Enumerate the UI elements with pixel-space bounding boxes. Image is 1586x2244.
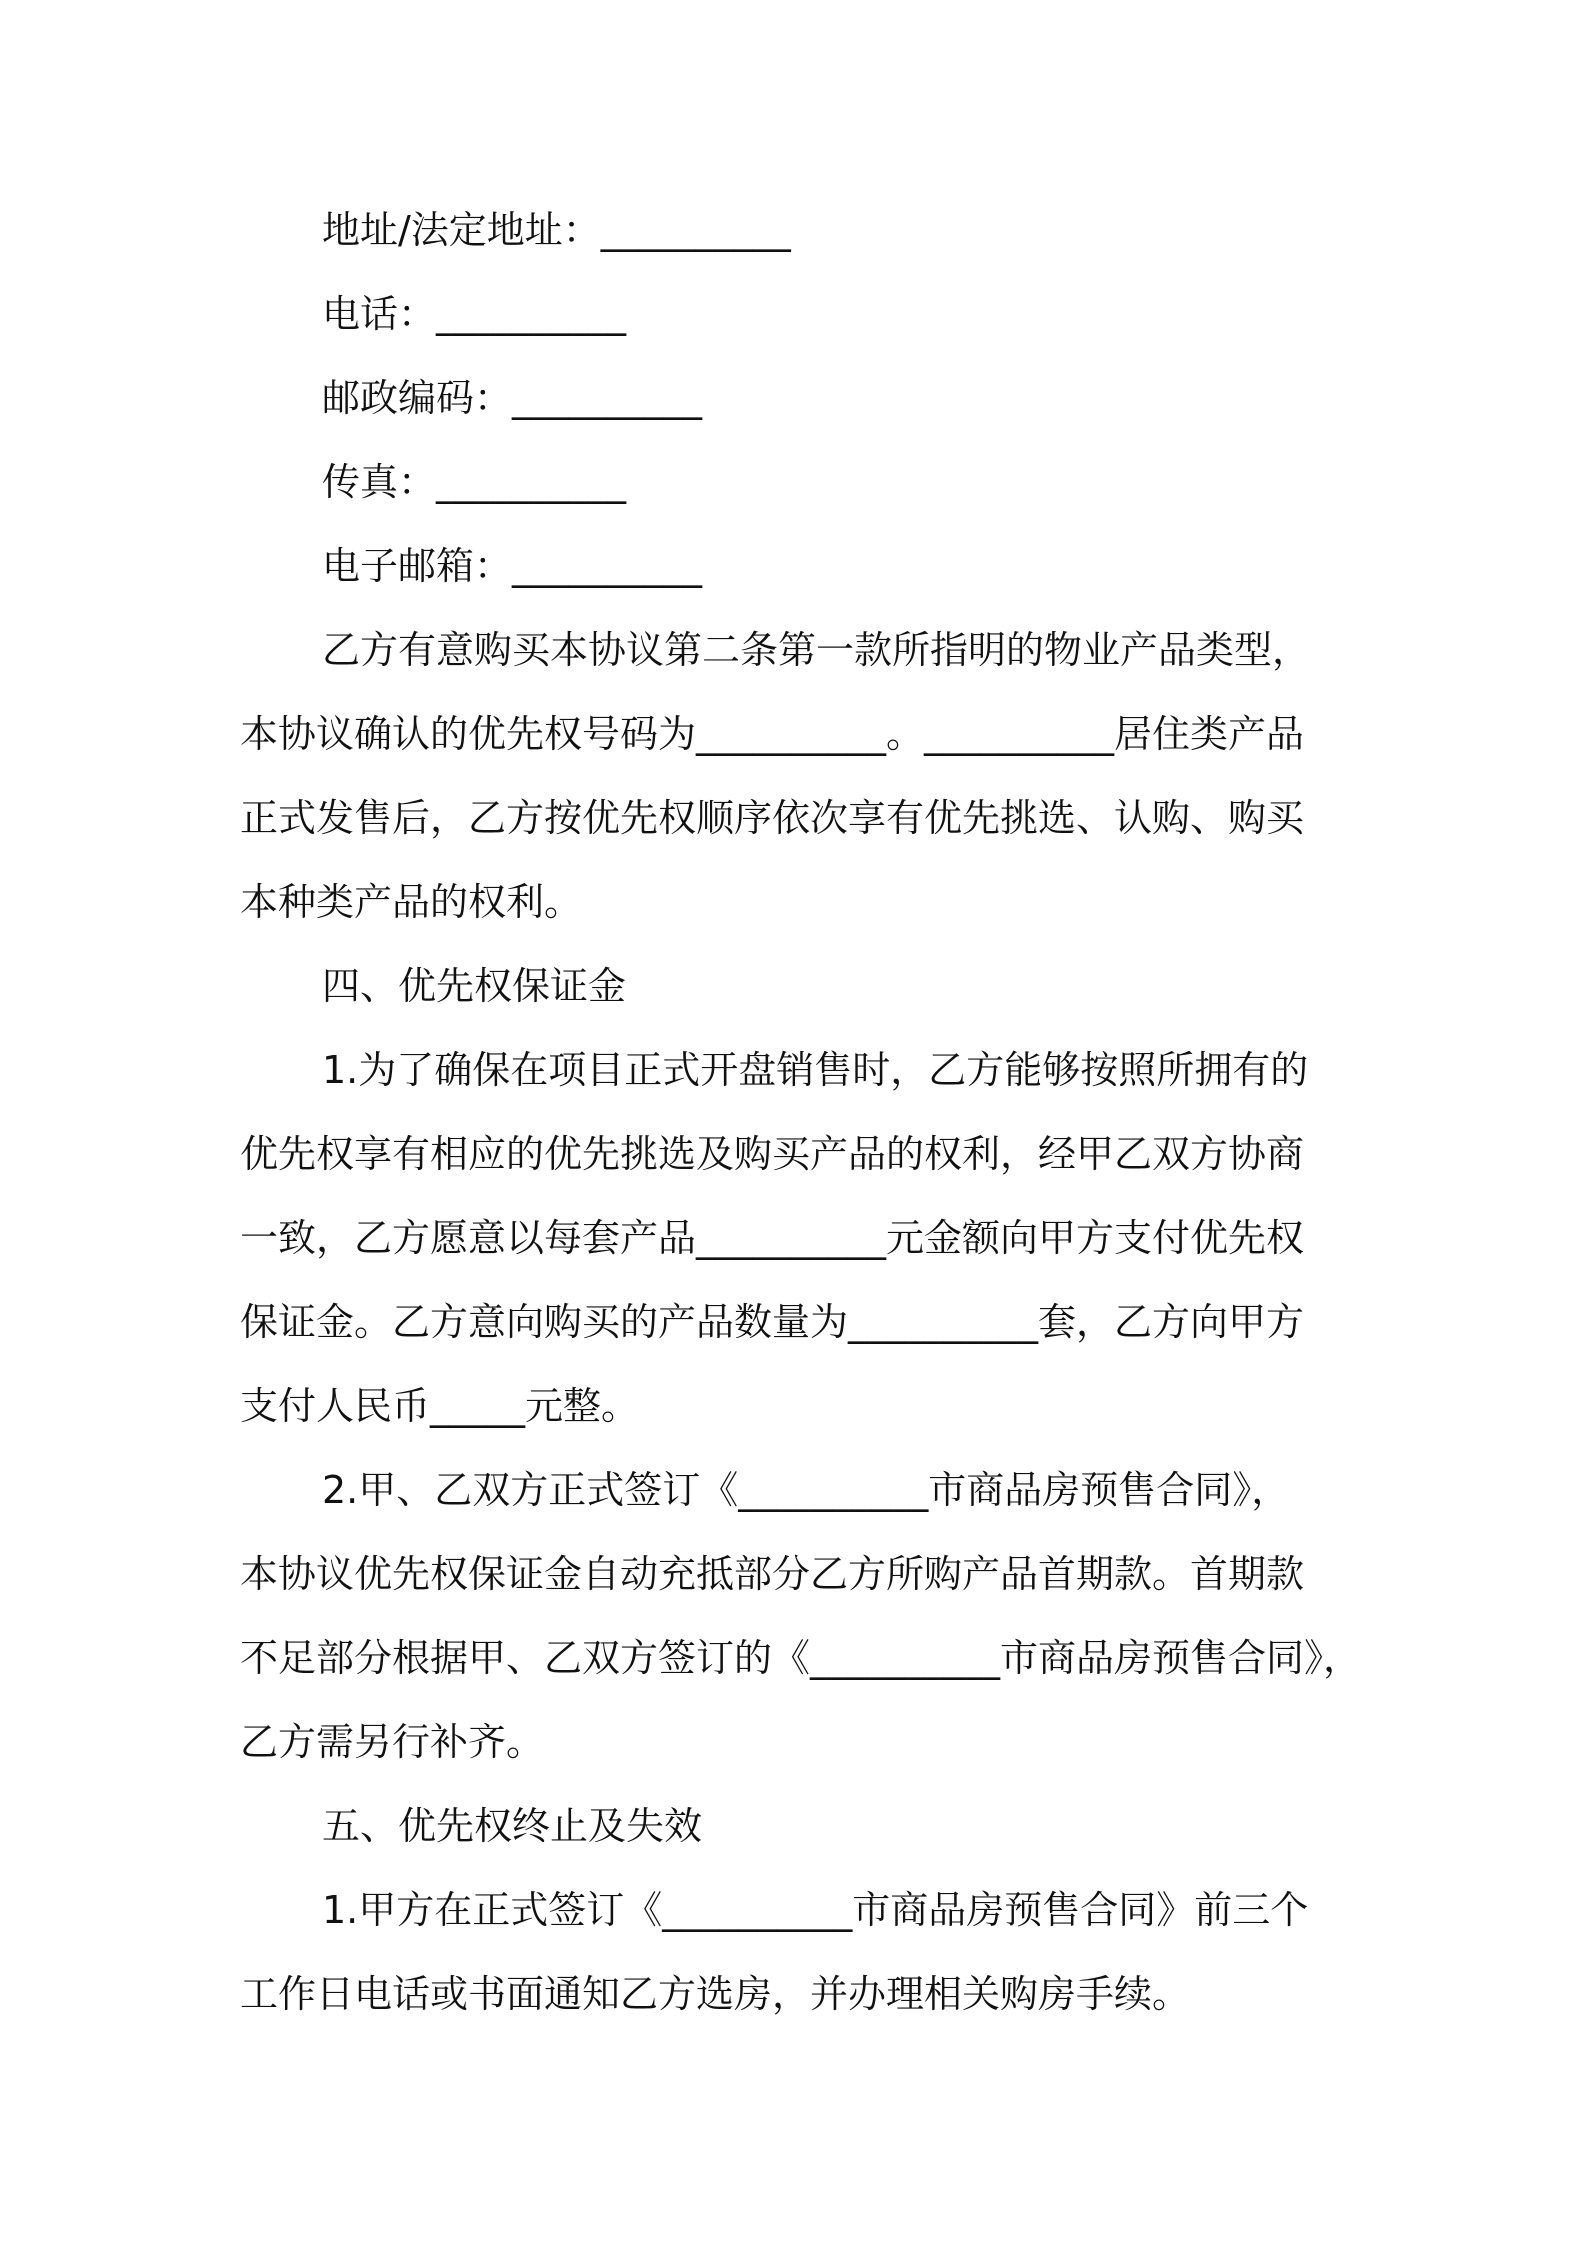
paragraph-line: 本协议确认的优先权号码为__________。__________居住类产品 [240, 712, 1305, 756]
email-field: 电子邮箱：__________ [322, 544, 703, 588]
paragraph-line: 2.甲、乙双方正式签订《__________市商品房预售合同》， [322, 1468, 1290, 1512]
paragraph-line: 一致，乙方愿意以每套产品__________元金额向甲方支付优先权 [240, 1216, 1305, 1260]
paragraph-line: 支付人民币_____元整。 [240, 1384, 640, 1428]
section-heading-5: 五、优先权终止及失效 [322, 1804, 703, 1848]
address-field: 地址/法定地址：__________ [322, 208, 791, 252]
paragraph-line: 乙方需另行补齐。 [240, 1720, 545, 1764]
paragraph-line: 工作日电话或书面通知乙方选房，并办理相关购房手续。 [240, 1972, 1191, 2016]
paragraph-line: 保证金。乙方意向购买的产品数量为__________套，乙方向甲方 [240, 1300, 1305, 1344]
paragraph-line: 本协议优先权保证金自动充抵部分乙方所购产品首期款。首期款 [240, 1552, 1305, 1596]
paragraph-line: 1.甲方在正式签订《__________市商品房预售合同》前三个 [322, 1888, 1309, 1932]
paragraph-line: 本种类产品的权利。 [240, 880, 583, 924]
paragraph-line: 优先权享有相应的优先挑选及购买产品的权利，经甲乙双方协商 [240, 1132, 1305, 1176]
paragraph-line: 乙方有意购买本协议第二条第一款所指明的物业产品类型， [322, 628, 1311, 672]
postal-code-field: 邮政编码：__________ [322, 376, 703, 420]
section-heading-4: 四、优先权保证金 [322, 964, 627, 1008]
paragraph-line: 1.为了确保在项目正式开盘销售时，乙方能够按照所拥有的 [322, 1048, 1309, 1092]
paragraph-line: 不足部分根据甲、乙双方签订的《__________市商品房预售合同》， [240, 1636, 1362, 1680]
paragraph-line: 正式发售后，乙方按优先权顺序依次享有优先挑选、认购、购买 [240, 796, 1305, 840]
fax-field: 传真：__________ [322, 460, 627, 504]
phone-field: 电话：__________ [322, 292, 627, 336]
